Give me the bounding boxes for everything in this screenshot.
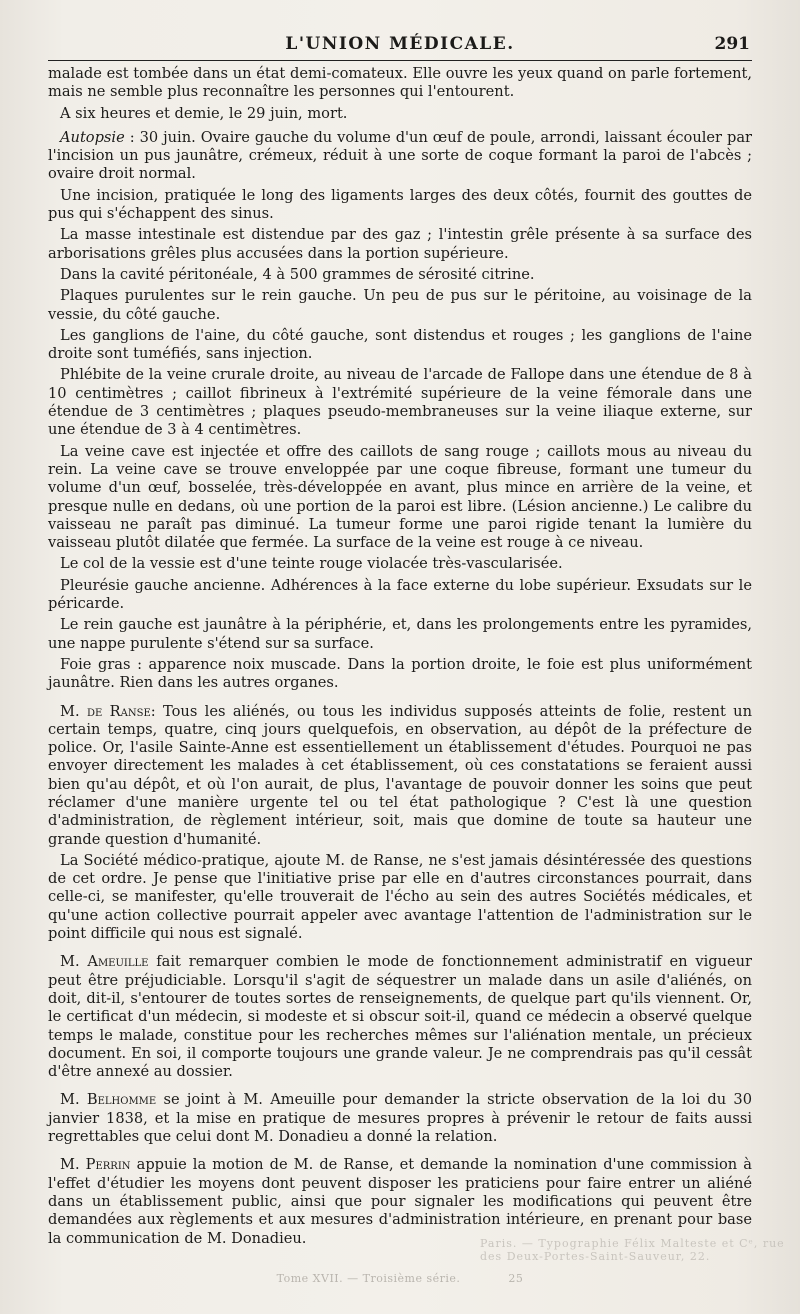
paragraph: La Société médico-pratique, ajoute M. de Ranse, ne s'est jamais désintéressée des questions de cet ordre. Je pense que l'initiative prise par elle en d'autres circonstances pourrait, dans celle-ci, se manifester, qu'elle trouverait de l'écho au sein des autres Sociétés médicales, et qu'une action collective pourrait appeler avec avantage l'attention de l'administration sur le point difficile qui nous est signalé. bbox=[48, 851, 752, 943]
paragraph-ameuille bbox=[48, 953, 752, 1081]
paragraph: Dans la cavité péritonéale, 4 à 500 grammes de sérosité citrine. bbox=[60, 265, 535, 283]
paragraph: Plaques purulentes sur le rein gauche. Un peu de pus sur le péritoine, au voisinage de la vessie, du côté gauche. bbox=[48, 287, 752, 323]
paragraph: A six heures et demie, le 29 juin, mort. bbox=[60, 104, 348, 122]
speaker-prefix: M. bbox=[60, 1091, 87, 1109]
paragraph-text: fait remarquer combien le mode de fonctionnement administratif en vigueur peut être préjudiciable. Lorsqu'il s'agit de séquestrer un malade dans un asile d'aliénés, on doit, dit-il, s'entourer de toutes sortes de renseignements, de quelque part qu'ils viennent. Or, le certificat d'un médecin, si modeste et si obscur soit-il, quand ce médecin a observé quelque temps le malade, constitue pour les recherches mêmes sur l'aliénation mentale, un précieux document. En soi, il comporte toujours une grande valeur. Je ne comprendrais pas qu'il cessât d'être annexé au dossier. bbox=[48, 953, 752, 1081]
paragraph: Le col de la vessie est d'une teinte rouge violacée très-vascularisée. bbox=[60, 555, 563, 573]
paragraph: Le rein gauche est jaunâtre à la périphérie, et, dans les prolongements entre les pyramides, une nappe purulente s'étend sur sa surface. bbox=[48, 616, 752, 652]
page-number: 291 bbox=[714, 34, 750, 54]
running-title: L'UNION MÉDICALE. bbox=[285, 34, 515, 54]
volume-signature bbox=[0, 1272, 800, 1285]
paragraph: Une incision, pratiquée le long des ligaments larges des deux côtés, fournit des gouttes de pus qui s'échappent des sinus. bbox=[48, 186, 752, 223]
speaker-prefix: M. bbox=[60, 1156, 86, 1174]
paragraph: Les ganglions de l'aine, du côté gauche, sont distendus et rouges ; les ganglions de l'aine droite sont tuméfiés, sans injection. bbox=[48, 326, 752, 363]
autopsie-label: Autopsie bbox=[60, 128, 125, 146]
paragraph-perrin bbox=[48, 1156, 752, 1247]
paragraph: Pleurésie gauche ancienne. Adhérences à la face externe du lobe supérieur. Exsudats sur le péricarde. bbox=[48, 576, 752, 613]
paragraph-autopsie: Autopsie : 30 juin. Ovaire gauche du volume d'un œuf de poule, arrondi, laissant écouler par l'incision un pus jaunâtre, crémeux, réduit à une sorte de coque formant la paroi de l'abcès ; ovaire droit normal. bbox=[48, 128, 752, 183]
paragraph-text: : Tous les aliénés, ou tous les individus supposés atteints de folie, restent un certain temps, quatre, cinq jours quelquefois, en observation, au dépôt de la préfecture de police. Or, l'asile Sainte-Anne est essentiellement un établissement d'études. Pourquoi ne pas envoyer directement les malades à cet établissement, où ces constatations se feraient aussi bien qu'au dépôt, et où l'on aurait, de plus, l'avantage de pouvoir donner les soins que peut réclamer d'une manière urgente tel ou tel état pathologique ? C'est là une question d'administration, de règlement intérieur, soit, mais que domine de toute sa hauteur une grande question d'humanité. bbox=[48, 702, 752, 848]
signature-mark: 25 bbox=[508, 1272, 524, 1285]
speaker-name: de Ranse bbox=[86, 702, 151, 720]
speaker-name: Perrin bbox=[85, 1156, 131, 1174]
paragraph-de-ranse bbox=[48, 703, 752, 849]
paragraph-belhomme bbox=[48, 1091, 752, 1146]
paragraph: Foie gras : apparence noix muscade. Dans la portion droite, le foie est plus uniformément jaunâtre. Rien dans les autres organes. bbox=[48, 655, 752, 692]
paragraph: Phlébite de la veine crurale droite, au niveau de l'arcade de Fallope dans une étendue de 8 à 10 centimètres ; caillot fibrineux à l'extrémité supérieure de la veine fémorale dans une étendue de 3 centimètres ; plaques pseudo-membraneuses sur la veine iliaque externe, sur une étendue de 3 à 4 centimètres. bbox=[48, 366, 752, 439]
speaker-name: Belhomme bbox=[86, 1091, 157, 1109]
paragraph-text: appuie la motion de M. de Ranse, et demande la nomination d'une commission à l'effet d'étudier les moyens dont peuvent disposer les praticiens pour faire entrer un aliéné dans un établissement public, ainsi que pour signaler les modifications qui peuvent être demandées aux règlements et aux mesures d'administration intérieure, en prenant pour base la communication de M. Donadieu. bbox=[48, 1156, 752, 1247]
page-header bbox=[48, 32, 752, 61]
paragraph: La veine cave est injectée et offre des caillots de sang rouge ; caillots mous au niveau du rein. La veine cave se trouve enveloppée par une coque fibreuse, formant une tumeur du volume d'un œuf, bosselée, très-développée en avant, plus mince en arrière de la veine, et presque nulle en dedans, où une portion de la paroi est libre. (Lésion ancienne.) Le calibre du vaisseau ne paraît pas diminué. La tumeur forme une paroi rigide tenant la lumière du vaisseau plutôt dilatée que fermée. La surface de la veine est rouge à ce niveau. bbox=[48, 442, 752, 552]
speaker-prefix: M. bbox=[60, 953, 88, 971]
bleed-through-imprint: Paris. — Typographie Félix Malteste et Cᵉ, rue des Deux-Portes-Saint-Sauveur, 22. bbox=[480, 1237, 785, 1263]
paragraph: La masse intestinale est distendue par des gaz ; l'intestin grêle présente à sa surface des arborisations grêles plus accusées dans la portion supérieure. bbox=[48, 226, 752, 262]
paragraph-text: 30 juin. Ovaire gauche du volume d'un œuf de poule, arrondi, laissant écouler par l'incision un pus jaunâtre, crémeux, réduit à une sorte de coque formant la paroi de l'abcès ; ovaire droit normal. bbox=[48, 128, 752, 183]
paragraph: malade est tombée dans un état demi-comateux. Elle ouvre les yeux quand on parle fortement, mais ne semble plus reconnaître les personnes qui l'entourent. bbox=[48, 65, 752, 101]
paragraph-text: se joint à M. Ameuille pour demander la stricte observation de la loi du 30 janvier 1838, et la mise en pratique de mesures propres à prévenir le retour de faits aussi regrettables que celui dont M. Donadieu a donné la relation. bbox=[48, 1091, 752, 1146]
article-body bbox=[48, 65, 752, 1248]
speaker-name: Ameuille bbox=[87, 953, 149, 971]
speaker-prefix: M. bbox=[60, 702, 87, 720]
volume-text: Tome XVII. — Troisième série. bbox=[276, 1272, 461, 1285]
